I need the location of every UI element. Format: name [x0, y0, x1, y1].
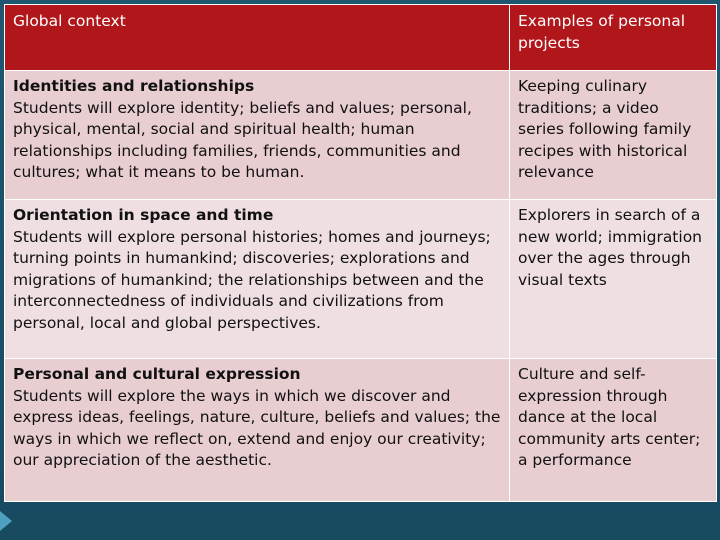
context-title: Orientation in space and time — [13, 206, 274, 224]
example-cell: Keeping culinary traditions; a video series following family recipes with historical relevance — [510, 71, 717, 200]
context-title: Identities and relationships — [13, 77, 255, 95]
context-description: Students will explore identity; beliefs and values; personal, physical, mental, social and spiritual health; human relationships including families, friends, communities and cultures; what it means to be human. — [13, 98, 472, 181]
example-cell: Explorers in search of a new world; immigration over the ages through visual texts — [510, 200, 717, 359]
example-cell: Culture and self-expression through dance at the local community arts center; a performance — [510, 359, 717, 502]
context-cell — [5, 200, 510, 359]
global-context-table — [4, 4, 717, 502]
context-description: Students will explore personal histories; homes and journeys; turning points in humankind; discoveries; explorations and migrations of humankind; the relationships between and the interconnectedness of individuals and civilizations from personal, local and global perspectives. — [13, 227, 491, 332]
slide-arrow-decoration — [0, 511, 12, 531]
table-row — [5, 200, 717, 359]
context-cell — [5, 359, 510, 502]
header-global-context: Global context — [5, 5, 510, 71]
context-title: Personal and cultural expression — [13, 365, 301, 383]
table-row — [5, 359, 717, 502]
context-description: Students will explore the ways in which we discover and express ideas, feelings, nature, culture, beliefs and values; the ways in which we reflect on, extend and enjoy our creativity; our appreciation of the aesthetic. — [13, 386, 501, 469]
table-row — [5, 71, 717, 200]
header-examples: Examples of personal projects — [510, 5, 717, 71]
context-cell — [5, 71, 510, 200]
table-header-row — [5, 5, 717, 71]
